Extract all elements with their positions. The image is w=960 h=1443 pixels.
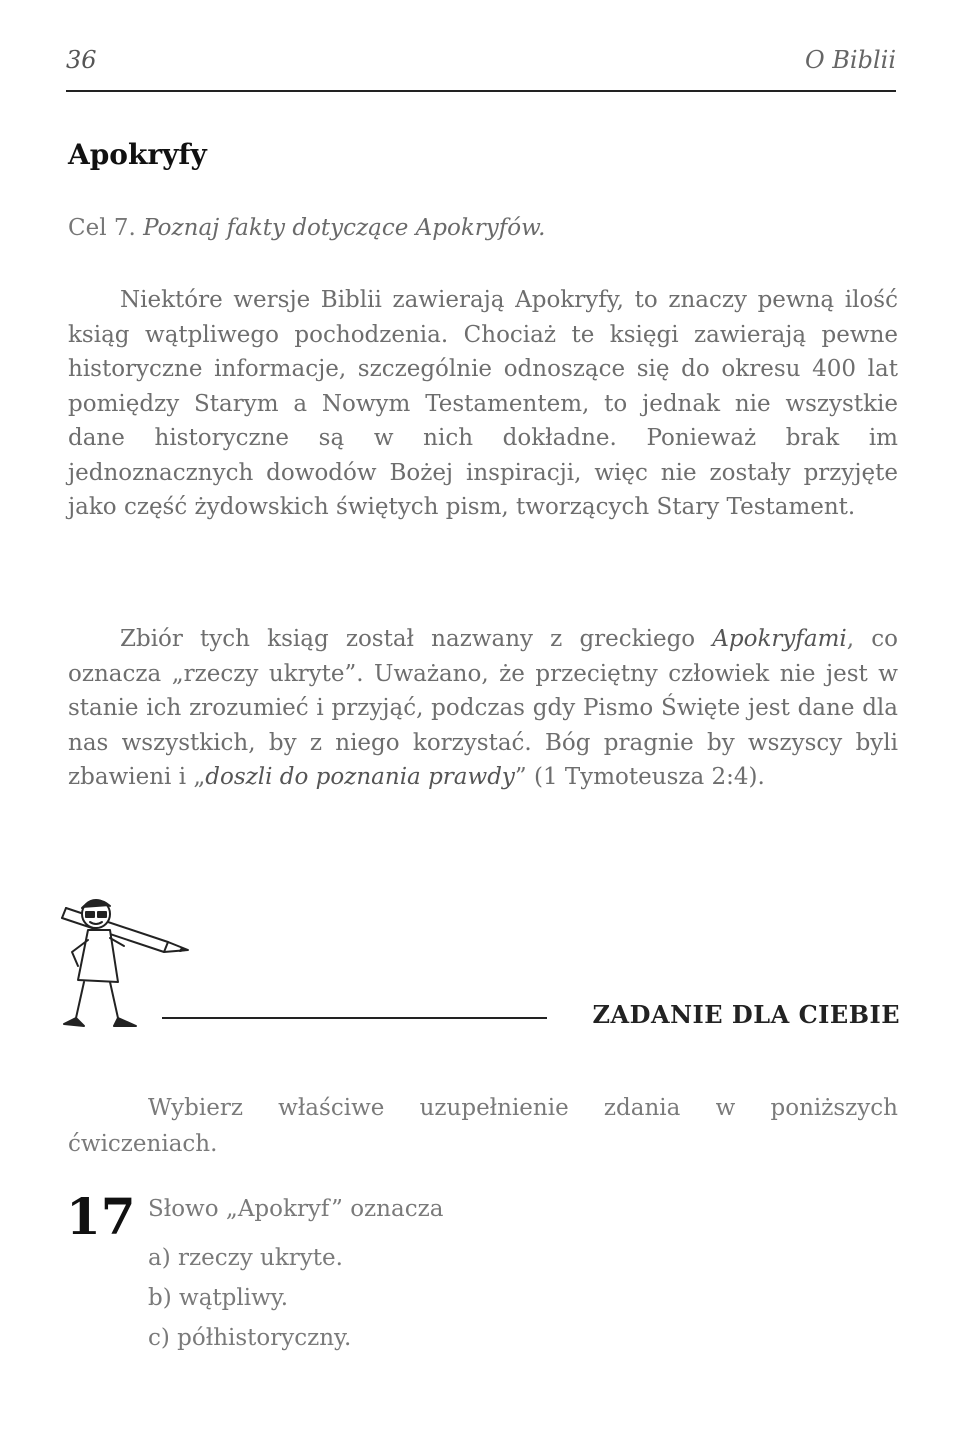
task-divider [162, 1017, 547, 1019]
task-title: ZADANIE DLA CIEBIE [592, 1000, 900, 1029]
section-title: Apokryfy [68, 138, 207, 171]
answer-options [148, 1238, 351, 1358]
para2-text-b: , co oznacza „rzeczy ukryte”. Uważano, że przeciętny człowiek nie jest w stanie ich zrozumieć i przyjąć, podczas gdy Pismo Święte jest dane dla nas wszystkich, by z niego korzystać. Bóg pragnie by wszyscy byli zbawieni i „ [68, 626, 898, 790]
page-header [66, 46, 896, 92]
running-title: O Biblii [804, 46, 896, 74]
para2-text-c: ” (1 Tymoteusza 2:4). [514, 764, 765, 790]
apokryfy-term: Apokryfami [712, 626, 847, 652]
goal-line [68, 215, 545, 241]
option-b: b) wątpliwy. [148, 1285, 289, 1311]
task-instruction: Wybierz właściwe uzupełnienie zdania w poniższych ćwiczeniach. [68, 1095, 898, 1157]
goal-text: Poznaj fakty dotyczące Apokryfów. [143, 215, 546, 241]
question-text: Słowo „Apokryf” oznacza [148, 1196, 444, 1222]
page-number: 36 [66, 46, 97, 74]
para2-text-a: Zbiór tych ksiąg został nazwany z greckiego [120, 626, 713, 652]
option-c: c) półhistoryczny. [148, 1325, 352, 1351]
scripture-quote: doszli do poznania prawdy [205, 764, 515, 790]
question-number: 17 [66, 1187, 136, 1246]
option-a: a) rzeczy ukryte. [148, 1245, 343, 1271]
body-paragraph-2 [68, 622, 898, 795]
goal-label: Cel 7. [68, 215, 136, 241]
body-paragraph-1: Niektóre wersje Biblii zawierają Apokryfy, to znaczy pewną ilość ksiąg wątpliwego pochodzenia. Chociaż te księgi zawierają pewne historyczne informacje, szczególnie odnoszące się do okresu 400 lat pomiędzy Starym a Nowym Testamentem, to jednak nie wszystkie dane historyczne są w nich dokładne. Ponieważ brak im jednoznacznych dowodów Bożej inspiracji, więc nie zostały przyjęte jako część żydowskich świętych pism, tworzących Stary Testament. [68, 287, 898, 520]
